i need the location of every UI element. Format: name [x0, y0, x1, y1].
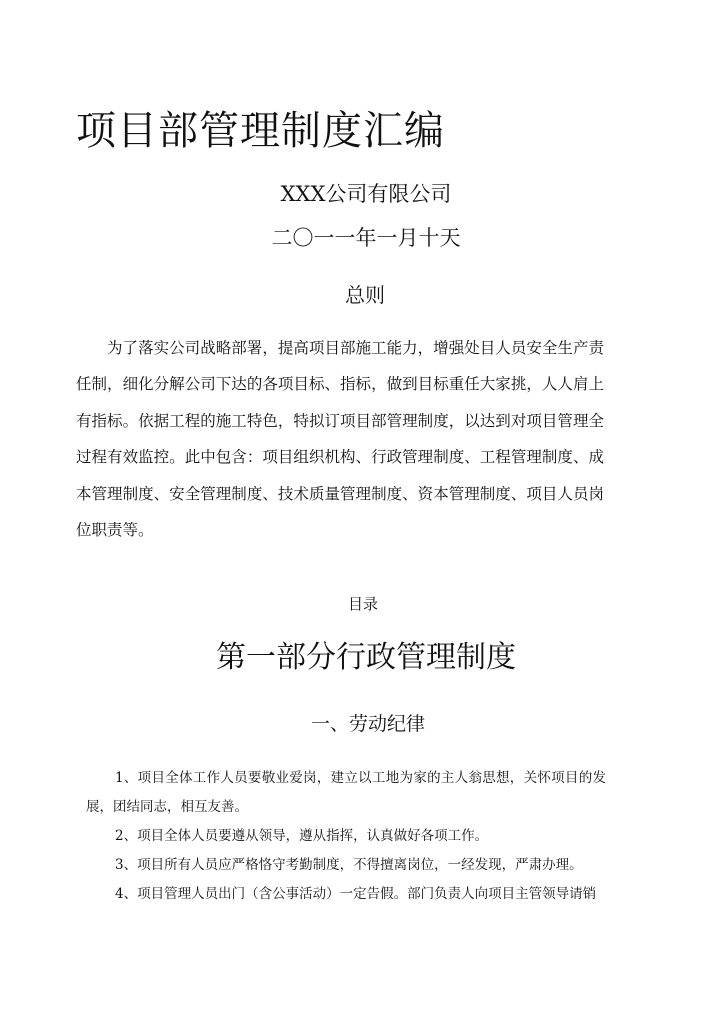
part-title: 第一部分行政管理制度 [216, 640, 516, 675]
rule-item: 2、项目全体人员要遵从领导，遵从指挥，认真做好各项工作。 [115, 828, 489, 844]
rule-item: 4、项目管理人员出门（含公事活动）一定告假。部门负责人向项目主管领导请销 [115, 886, 597, 902]
rule-item: 1、项目全体工作人员要敬业爱岗，建立以工地为家的主人翁思想，关怀项目的发展，团结同志，相互友善。 [86, 770, 606, 815]
company-name: XXX公司有限公司 [280, 182, 452, 206]
document-title: 项目部管理制度汇编 [76, 108, 445, 154]
general-heading: 总则 [345, 283, 385, 307]
rules-list [86, 764, 606, 909]
document-date: 二〇一一年一月十天 [271, 226, 461, 250]
rule-item: 3、项目所有人员应严格恪守考勤制度，不得擅离岗位，一经发现，严肃办理。 [115, 857, 583, 873]
intro-paragraph: 为了落实公司战略部署，提高项目部施工能力，增强处目人员安全生产责任制，细化分解公司下达的各项目标、指标，做到目标重任大家挑，人人肩上有指标。依据工程的施工特色，特拟订项目部管理制度，以达到对项目管理全过程有效监控。此中包含：项目组织机构、行政管理制度、工程管理制度、成本管理制度、安全管理制度、技术质量管理制度、资本管理制度、项目人员岗位职责等。 [76, 339, 604, 540]
toc-label: 目录 [347, 595, 378, 613]
chapter-title: 一、劳动纪律 [310, 713, 425, 735]
